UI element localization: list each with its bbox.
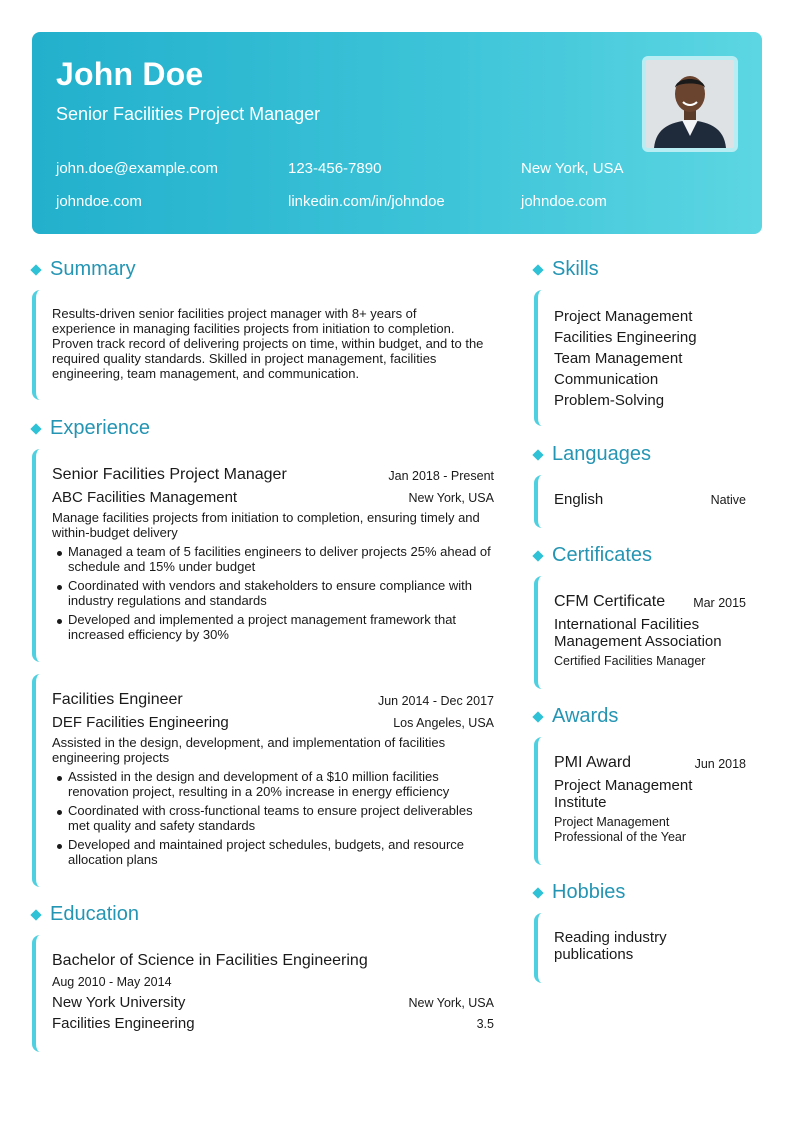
job-bullet-line: schedule and 15% under budget bbox=[68, 559, 256, 574]
job-bullet-line: allocation plans bbox=[68, 852, 158, 867]
summary-line: engineering, team management, and communication. bbox=[52, 366, 360, 381]
award-issuer-line: Institute bbox=[554, 794, 607, 811]
diamond-icon bbox=[532, 550, 543, 561]
skill-item: Problem-Solving bbox=[554, 392, 665, 409]
bullet-icon bbox=[57, 551, 62, 556]
website-link[interactable]: johndoe.com bbox=[56, 193, 142, 210]
diamond-icon bbox=[532, 449, 543, 460]
hobbies-heading bbox=[532, 881, 625, 904]
summary-line: required quality standards. Skilled in project management, facilities bbox=[52, 351, 437, 366]
hobbies-block bbox=[534, 913, 762, 983]
bullet-icon bbox=[57, 776, 62, 781]
job-bullet-line: Managed a team of 5 facilities engineers to deliver projects 25% ahead of bbox=[68, 544, 491, 559]
skill-item: Communication bbox=[554, 371, 659, 388]
award-issuer-line: Project Management bbox=[554, 777, 693, 794]
award-description-line: Professional of the Year bbox=[554, 830, 687, 844]
website-link-secondary[interactable]: johndoe.com bbox=[521, 193, 607, 210]
job-role: Facilities Engineer bbox=[52, 691, 183, 708]
certificate-name: CFM Certificate bbox=[554, 593, 666, 610]
experience-heading-text: Experience bbox=[50, 417, 151, 439]
language-name: English bbox=[554, 491, 604, 508]
experience-heading bbox=[30, 417, 150, 440]
languages-block bbox=[534, 475, 762, 528]
diamond-icon bbox=[30, 423, 41, 434]
job-bullet bbox=[68, 578, 508, 608]
profile-photo bbox=[642, 56, 738, 152]
awards-heading-text: Awards bbox=[552, 705, 619, 727]
job-bullet-line: Developed and maintained project schedules, budgets, and resource bbox=[68, 837, 465, 852]
bullet-icon bbox=[57, 844, 62, 849]
bullet-icon bbox=[57, 619, 62, 624]
skills-block bbox=[534, 290, 762, 426]
job-description-line: Manage facilities projects from initiation to completion, ensuring timely and bbox=[52, 510, 480, 525]
hobby-line: publications bbox=[554, 946, 634, 963]
job-bullet-line: Coordinated with vendors and stakeholders to ensure compliance with bbox=[68, 578, 472, 593]
job-company: ABC Facilities Management bbox=[52, 489, 238, 506]
skill-item: Facilities Engineering bbox=[554, 329, 697, 346]
language-level: Native bbox=[710, 493, 746, 507]
education-heading bbox=[30, 903, 139, 926]
job-location: Los Angeles, USA bbox=[393, 716, 494, 730]
certificate-issuer-line: International Facilities bbox=[554, 616, 700, 633]
bullet-icon bbox=[57, 810, 62, 815]
job-bullet-line: industry regulations and standards bbox=[68, 593, 267, 608]
education-dates: Aug 2010 - May 2014 bbox=[52, 975, 172, 989]
award-entry bbox=[534, 737, 762, 865]
summary-line: experience in managing facilities projects from initiation to completion. bbox=[52, 321, 455, 336]
experience-entry bbox=[32, 674, 502, 887]
job-description bbox=[52, 735, 502, 765]
job-dates: Jan 2018 - Present bbox=[388, 469, 494, 483]
job-bullet bbox=[68, 803, 508, 833]
education-heading-text: Education bbox=[50, 903, 139, 925]
certificate-issuer-line: Management Association bbox=[554, 633, 722, 650]
job-description-line: within-budget delivery bbox=[52, 525, 178, 540]
job-description-line: engineering projects bbox=[52, 750, 170, 765]
job-description-line: Assisted in the design, development, and implementation of facilities bbox=[52, 735, 446, 750]
education-entry bbox=[32, 935, 502, 1052]
job-bullet-line: Assisted in the design and development of a $10 million facilities bbox=[68, 769, 439, 784]
skill-item: Project Management bbox=[554, 308, 693, 325]
job-role: Senior Facilities Project Manager bbox=[52, 466, 287, 483]
diamond-icon bbox=[532, 711, 543, 722]
summary-heading bbox=[30, 258, 136, 281]
phone-text: 123-456-7890 bbox=[288, 160, 382, 177]
diamond-icon bbox=[532, 264, 543, 275]
certificate-description: Certified Facilities Manager bbox=[554, 654, 706, 668]
candidate-title: Senior Facilities Project Manager bbox=[56, 104, 321, 124]
awards-heading bbox=[532, 705, 618, 728]
job-bullet-line: increased efficiency by 30% bbox=[68, 627, 229, 642]
skill-item: Team Management bbox=[554, 350, 683, 367]
certificates-heading bbox=[532, 544, 652, 567]
bullet-icon bbox=[57, 585, 62, 590]
job-company: DEF Facilities Engineering bbox=[52, 714, 229, 731]
diamond-icon bbox=[30, 264, 41, 275]
portrait-illustration bbox=[646, 60, 734, 148]
skills-heading bbox=[532, 258, 599, 281]
award-description-line: Project Management bbox=[554, 815, 670, 829]
experience-entry bbox=[32, 449, 502, 662]
job-dates: Jun 2014 - Dec 2017 bbox=[377, 694, 494, 708]
email-link[interactable]: john.doe@example.com bbox=[56, 160, 218, 177]
job-bullet bbox=[68, 837, 508, 867]
job-bullet-line: Developed and implemented a project management framework that bbox=[68, 612, 457, 627]
job-bullet-line: Coordinated with cross-functional teams to ensure project deliverables bbox=[68, 803, 473, 818]
education-degree: Bachelor of Science in Facilities Engineering bbox=[52, 952, 368, 969]
award-date: Jun 2018 bbox=[694, 757, 746, 771]
job-bullet-line: renovation project, resulting in a 20% increase in energy efficiency bbox=[68, 784, 450, 799]
languages-heading-text: Languages bbox=[552, 443, 651, 465]
linkedin-link[interactable]: linkedin.com/in/johndoe bbox=[288, 193, 445, 210]
summary-block bbox=[32, 290, 502, 400]
hobbies-heading-text: Hobbies bbox=[552, 881, 626, 903]
job-bullet bbox=[68, 544, 508, 574]
award-name: PMI Award bbox=[554, 754, 632, 771]
summary-line: Results-driven senior facilities project manager with 8+ years of bbox=[52, 306, 417, 321]
award-issuer bbox=[554, 777, 692, 811]
location-text: New York, USA bbox=[521, 160, 624, 177]
skills-heading-text: Skills bbox=[552, 258, 599, 280]
education-school: New York University bbox=[52, 994, 186, 1011]
candidate-name: John Doe bbox=[56, 56, 204, 92]
education-field: Facilities Engineering bbox=[52, 1015, 195, 1032]
job-bullet bbox=[68, 769, 508, 799]
languages-heading bbox=[532, 443, 651, 466]
certificate-issuer bbox=[554, 616, 722, 650]
job-description bbox=[52, 510, 502, 540]
summary-line: Proven track record of delivering projects on time, within budget, and to the bbox=[52, 336, 484, 351]
summary-heading-text: Summary bbox=[50, 258, 136, 280]
resume-header bbox=[32, 32, 762, 234]
certificate-date: Mar 2015 bbox=[693, 596, 746, 610]
job-location: New York, USA bbox=[408, 491, 494, 505]
job-bullet bbox=[68, 612, 508, 642]
award-description bbox=[554, 815, 686, 845]
certificates-heading-text: Certificates bbox=[552, 544, 653, 566]
education-gpa: 3.5 bbox=[476, 1017, 494, 1031]
diamond-icon bbox=[532, 887, 543, 898]
job-bullet-line: met quality and safety standards bbox=[68, 818, 256, 833]
diamond-icon bbox=[30, 909, 41, 920]
education-location: New York, USA bbox=[408, 996, 494, 1010]
hobby-line: Reading industry bbox=[554, 929, 667, 946]
certificate-entry bbox=[534, 576, 762, 689]
